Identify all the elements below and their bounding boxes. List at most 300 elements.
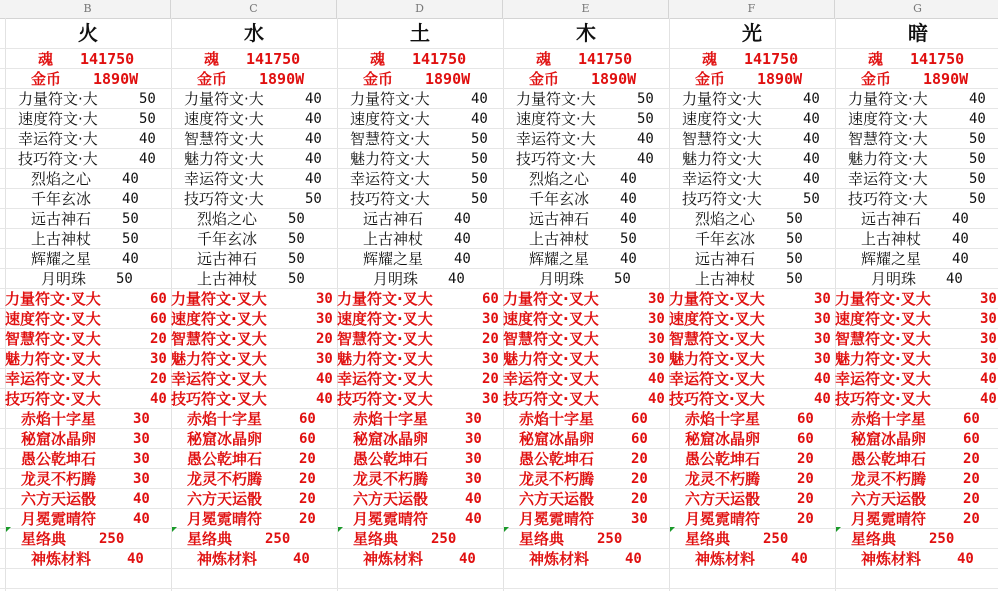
column-header-bar: [0, 0, 998, 19]
rune-item-label: 力量符文·大: [516, 90, 596, 108]
column-header-F[interactable]: F: [669, 0, 835, 18]
book-label: 星络典: [353, 530, 399, 548]
item-label: 月明珠: [41, 270, 87, 288]
element-title: 木: [576, 21, 596, 45]
item-label: 幸运符文·大: [848, 170, 928, 188]
element-column-0: [5, 18, 171, 591]
super-rune-label: 力量符文·叉大: [337, 290, 433, 308]
item-value: 50: [786, 271, 803, 287]
book-label: 星络典: [519, 530, 565, 548]
item-label: 辉耀之星: [529, 250, 590, 268]
book-label: 星络典: [851, 530, 897, 548]
item-value: 40: [305, 171, 322, 187]
rune-item-value: 40: [305, 131, 322, 147]
super-rune-label: 速度符文·叉大: [835, 310, 931, 328]
rare-item-value: 60: [299, 431, 316, 447]
rare-item-label: 六方天运骰: [519, 490, 595, 508]
super-rune-value: 40: [814, 371, 831, 387]
super-rune-label: 智慧符文·叉大: [171, 330, 267, 348]
rune-item-label: 技巧符文·大: [18, 150, 98, 168]
item-label: 幸运符文·大: [350, 170, 430, 188]
item-label: 技巧符文·大: [848, 190, 928, 208]
super-rune-value: 60: [482, 291, 499, 307]
rare-item-value: 20: [963, 451, 980, 467]
element-column-3: [503, 18, 669, 591]
super-rune-value: 30: [814, 331, 831, 347]
material-label: 神炼材料: [197, 550, 258, 568]
material-value: 40: [791, 551, 808, 567]
rare-item-value: 30: [133, 431, 150, 447]
item-label: 远古神石: [529, 210, 590, 228]
item-value: 50: [786, 251, 803, 267]
column-header-D[interactable]: D: [337, 0, 503, 18]
super-rune-label: 幸运符文·叉大: [835, 370, 931, 388]
gold-value: 1890W: [923, 70, 969, 88]
column-header-G[interactable]: G: [835, 0, 998, 18]
rare-item-value: 20: [631, 451, 648, 467]
super-rune-value: 30: [980, 331, 997, 347]
rare-item-label: 月冕霓晴符: [21, 510, 97, 528]
item-value: 50: [969, 171, 986, 187]
rune-item-label: 智慧符文·大: [682, 130, 762, 148]
gold-value: 1890W: [425, 70, 471, 88]
rare-item-value: 20: [797, 471, 814, 487]
cell-comment-marker[interactable]: [338, 527, 343, 532]
rune-item-label: 技巧符文·大: [516, 150, 596, 168]
super-rune-label: 技巧符文·叉大: [337, 390, 433, 408]
super-rune-value: 20: [150, 331, 167, 347]
item-value: 50: [288, 211, 305, 227]
item-label: 烈焰之心: [695, 210, 756, 228]
super-rune-value: 40: [150, 391, 167, 407]
rune-item-value: 40: [305, 151, 322, 167]
rune-item-label: 魅力符文·大: [350, 150, 430, 168]
cell-comment-marker[interactable]: [6, 527, 11, 532]
rare-item-label: 愚公乾坤石: [685, 450, 761, 468]
super-rune-value: 20: [482, 331, 499, 347]
gold-label: 金币: [861, 70, 892, 88]
rare-item-value: 20: [797, 511, 814, 527]
item-value: 50: [288, 271, 305, 287]
soul-value: 141750: [80, 50, 135, 68]
super-rune-value: 30: [814, 351, 831, 367]
rare-item-label: 月冕霓晴符: [685, 510, 761, 528]
super-rune-value: 30: [648, 331, 665, 347]
super-rune-value: 40: [814, 391, 831, 407]
item-value: 50: [116, 271, 133, 287]
item-value: 40: [620, 191, 637, 207]
rare-item-value: 30: [465, 411, 482, 427]
rune-item-label: 智慧符文·大: [848, 130, 928, 148]
element-column-5: [835, 18, 998, 591]
super-rune-value: 40: [648, 391, 665, 407]
rare-item-value: 30: [631, 511, 648, 527]
rare-item-label: 六方天运骰: [851, 490, 927, 508]
super-rune-label: 魅力符文·叉大: [669, 350, 765, 368]
item-label: 技巧符文·大: [682, 190, 762, 208]
super-rune-label: 魅力符文·叉大: [337, 350, 433, 368]
item-value: 50: [288, 251, 305, 267]
rare-item-label: 六方天运骰: [353, 490, 429, 508]
super-rune-label: 技巧符文·叉大: [503, 390, 599, 408]
item-value: 40: [454, 251, 471, 267]
material-label: 神炼材料: [363, 550, 424, 568]
rare-item-value: 40: [133, 491, 150, 507]
gold-label: 金币: [31, 70, 62, 88]
item-label: 千年玄冰: [31, 190, 92, 208]
book-label: 星络典: [685, 530, 731, 548]
soul-value: 141750: [578, 50, 633, 68]
super-rune-value: 20: [482, 371, 499, 387]
super-rune-value: 30: [316, 311, 333, 327]
soul-label: 魂: [204, 50, 220, 68]
column-header-C[interactable]: C: [171, 0, 337, 18]
rare-item-value: 20: [963, 491, 980, 507]
rare-item-value: 60: [963, 411, 980, 427]
rare-item-label: 六方天运骰: [187, 490, 263, 508]
rare-item-label: 秘窟冰晶卵: [187, 430, 263, 448]
rune-item-label: 幸运符文·大: [516, 130, 596, 148]
super-rune-label: 智慧符文·叉大: [669, 330, 765, 348]
super-rune-label: 力量符文·叉大: [171, 290, 267, 308]
item-value: 40: [448, 271, 465, 287]
item-value: 40: [620, 171, 637, 187]
book-value: 250: [597, 531, 623, 547]
cell-comment-marker[interactable]: [172, 527, 177, 532]
super-rune-value: 30: [482, 311, 499, 327]
rare-item-value: 20: [797, 451, 814, 467]
item-value: 40: [803, 171, 820, 187]
super-rune-label: 技巧符文·叉大: [171, 390, 267, 408]
super-rune-value: 40: [980, 371, 997, 387]
super-rune-label: 幸运符文·叉大: [669, 370, 765, 388]
rare-item-value: 20: [299, 471, 316, 487]
rare-item-label: 赤焰十字星: [851, 410, 927, 428]
cell-comment-marker[interactable]: [670, 527, 675, 532]
super-rune-value: 30: [648, 311, 665, 327]
rare-item-value: 30: [465, 431, 482, 447]
super-rune-label: 魅力符文·叉大: [835, 350, 931, 368]
super-rune-value: 30: [980, 311, 997, 327]
column-header-B[interactable]: B: [5, 0, 171, 18]
super-rune-label: 幸运符文·叉大: [337, 370, 433, 388]
rare-item-label: 秘窟冰晶卵: [353, 430, 429, 448]
rune-item-label: 力量符文·大: [350, 90, 430, 108]
item-value: 40: [952, 231, 969, 247]
rare-item-label: 秘窟冰晶卵: [519, 430, 595, 448]
item-label: 技巧符文·大: [350, 190, 430, 208]
rare-item-value: 20: [631, 471, 648, 487]
item-value: 40: [454, 231, 471, 247]
rune-item-value: 40: [637, 131, 654, 147]
item-label: 烈焰之心: [529, 170, 590, 188]
material-value: 40: [293, 551, 310, 567]
item-label: 上古神杖: [31, 230, 92, 248]
item-label: 上古神杖: [695, 270, 756, 288]
book-value: 250: [265, 531, 291, 547]
super-rune-label: 魅力符文·叉大: [5, 350, 101, 368]
super-rune-value: 30: [150, 351, 167, 367]
item-value: 40: [620, 211, 637, 227]
rune-item-value: 50: [139, 91, 156, 107]
item-label: 千年玄冰: [529, 190, 590, 208]
rare-item-value: 30: [133, 471, 150, 487]
rune-item-value: 40: [305, 91, 322, 107]
item-value: 50: [122, 211, 139, 227]
item-label: 远古神石: [861, 210, 922, 228]
item-label: 辉耀之星: [363, 250, 424, 268]
element-title: 暗: [908, 21, 928, 45]
rare-item-value: 30: [465, 471, 482, 487]
rare-item-label: 六方天运骰: [21, 490, 97, 508]
book-value: 250: [763, 531, 789, 547]
item-value: 40: [946, 271, 963, 287]
item-value: 50: [288, 231, 305, 247]
item-label: 幸运符文·大: [184, 170, 264, 188]
gold-label: 金币: [197, 70, 228, 88]
rare-item-label: 秘窟冰晶卵: [685, 430, 761, 448]
item-value: 50: [305, 191, 322, 207]
item-value: 40: [620, 251, 637, 267]
rune-item-label: 幸运符文·大: [18, 130, 98, 148]
item-value: 50: [122, 231, 139, 247]
item-label: 月明珠: [539, 270, 585, 288]
item-label: 远古神石: [197, 250, 258, 268]
super-rune-label: 力量符文·叉大: [669, 290, 765, 308]
column-header-E[interactable]: E: [503, 0, 669, 18]
item-label: 上古神杖: [363, 230, 424, 248]
rare-item-label: 愚公乾坤石: [187, 450, 263, 468]
material-value: 40: [625, 551, 642, 567]
rune-item-label: 力量符文·大: [682, 90, 762, 108]
super-rune-value: 30: [648, 351, 665, 367]
item-value: 50: [803, 191, 820, 207]
super-rune-value: 30: [814, 291, 831, 307]
super-rune-value: 60: [150, 311, 167, 327]
rare-item-label: 愚公乾坤石: [519, 450, 595, 468]
book-value: 250: [99, 531, 125, 547]
rare-item-value: 40: [465, 511, 482, 527]
rune-item-label: 魅力符文·大: [682, 150, 762, 168]
soul-value: 141750: [910, 50, 965, 68]
material-value: 40: [459, 551, 476, 567]
rune-item-value: 40: [637, 151, 654, 167]
rare-item-label: 秘窟冰晶卵: [21, 430, 97, 448]
item-label: 烈焰之心: [31, 170, 92, 188]
rune-item-label: 力量符文·大: [848, 90, 928, 108]
item-label: 月明珠: [373, 270, 419, 288]
item-value: 40: [122, 251, 139, 267]
rune-item-value: 40: [471, 91, 488, 107]
rare-item-label: 赤焰十字星: [21, 410, 97, 428]
book-label: 星络典: [21, 530, 67, 548]
rare-item-value: 60: [631, 411, 648, 427]
item-label: 千年玄冰: [197, 230, 258, 248]
soul-label: 魂: [38, 50, 54, 68]
item-label: 月明珠: [871, 270, 917, 288]
super-rune-value: 40: [648, 371, 665, 387]
rune-item-value: 40: [803, 131, 820, 147]
item-value: 40: [122, 191, 139, 207]
item-value: 40: [122, 171, 139, 187]
rare-item-label: 月冕霓晴符: [353, 510, 429, 528]
rare-item-value: 20: [963, 511, 980, 527]
rare-item-value: 40: [133, 511, 150, 527]
super-rune-label: 速度符文·叉大: [669, 310, 765, 328]
super-rune-value: 30: [482, 351, 499, 367]
item-label: 上古神杖: [197, 270, 258, 288]
soul-label: 魂: [702, 50, 718, 68]
gold-value: 1890W: [93, 70, 139, 88]
rare-item-label: 赤焰十字星: [187, 410, 263, 428]
rune-item-value: 40: [803, 151, 820, 167]
rare-item-label: 愚公乾坤石: [21, 450, 97, 468]
super-rune-label: 速度符文·叉大: [337, 310, 433, 328]
super-rune-label: 技巧符文·叉大: [5, 390, 101, 408]
rare-item-label: 月冕霓晴符: [187, 510, 263, 528]
gold-value: 1890W: [591, 70, 637, 88]
item-value: 50: [614, 271, 631, 287]
super-rune-value: 40: [980, 391, 997, 407]
item-value: 50: [620, 231, 637, 247]
book-value: 250: [929, 531, 955, 547]
book-value: 250: [431, 531, 457, 547]
super-rune-label: 技巧符文·叉大: [835, 390, 931, 408]
rune-item-value: 40: [139, 151, 156, 167]
soul-label: 魂: [868, 50, 884, 68]
rare-item-label: 愚公乾坤石: [353, 450, 429, 468]
rare-item-label: 愚公乾坤石: [851, 450, 927, 468]
super-rune-value: 30: [316, 291, 333, 307]
rare-item-label: 龙灵不朽腾: [21, 470, 97, 488]
cell-comment-marker[interactable]: [504, 527, 509, 532]
rare-item-label: 月冕霓晴符: [519, 510, 595, 528]
item-label: 远古神石: [363, 210, 424, 228]
element-column-4: [669, 18, 835, 591]
item-label: 辉耀之星: [31, 250, 92, 268]
rare-item-label: 龙灵不朽腾: [851, 470, 927, 488]
item-label: 千年玄冰: [695, 230, 756, 248]
rare-item-value: 60: [797, 411, 814, 427]
book-label: 星络典: [187, 530, 233, 548]
gold-label: 金币: [529, 70, 560, 88]
item-value: 50: [786, 231, 803, 247]
rune-item-value: 40: [803, 91, 820, 107]
super-rune-value: 30: [980, 351, 997, 367]
item-label: 上古神杖: [861, 230, 922, 248]
soul-value: 141750: [412, 50, 467, 68]
item-value: 40: [952, 251, 969, 267]
super-rune-value: 30: [814, 311, 831, 327]
rare-item-value: 20: [299, 511, 316, 527]
super-rune-value: 30: [482, 391, 499, 407]
super-rune-value: 60: [150, 291, 167, 307]
rune-item-value: 50: [471, 131, 488, 147]
rare-item-value: 60: [963, 431, 980, 447]
material-label: 神炼材料: [529, 550, 590, 568]
super-rune-label: 力量符文·叉大: [835, 290, 931, 308]
rune-item-value: 50: [637, 91, 654, 107]
item-value: 50: [786, 211, 803, 227]
rune-item-value: 40: [803, 111, 820, 127]
rare-item-value: 20: [963, 471, 980, 487]
rare-item-value: 20: [797, 491, 814, 507]
cell-comment-marker[interactable]: [836, 527, 841, 532]
rune-item-label: 速度符文·大: [350, 110, 430, 128]
soul-value: 141750: [246, 50, 301, 68]
rune-item-label: 力量符文·大: [184, 90, 264, 108]
item-value: 50: [471, 191, 488, 207]
item-label: 辉耀之星: [861, 250, 922, 268]
super-rune-label: 幸运符文·叉大: [503, 370, 599, 388]
rare-item-label: 赤焰十字星: [519, 410, 595, 428]
item-label: 上古神杖: [529, 230, 590, 248]
super-rune-value: 30: [316, 351, 333, 367]
item-value: 50: [969, 191, 986, 207]
rare-item-value: 20: [631, 491, 648, 507]
super-rune-value: 20: [150, 371, 167, 387]
item-label: 远古神石: [695, 250, 756, 268]
item-value: 40: [454, 211, 471, 227]
rune-item-label: 速度符文·大: [516, 110, 596, 128]
super-rune-label: 速度符文·叉大: [503, 310, 599, 328]
gold-label: 金币: [363, 70, 394, 88]
soul-label: 魂: [536, 50, 552, 68]
rare-item-value: 60: [631, 431, 648, 447]
rare-item-value: 30: [465, 451, 482, 467]
rune-item-value: 50: [471, 151, 488, 167]
rune-item-value: 40: [139, 131, 156, 147]
soul-label: 魂: [370, 50, 386, 68]
super-rune-value: 40: [316, 371, 333, 387]
rare-item-label: 龙灵不朽腾: [353, 470, 429, 488]
rare-item-value: 20: [299, 491, 316, 507]
rare-item-value: 60: [797, 431, 814, 447]
super-rune-label: 速度符文·叉大: [171, 310, 267, 328]
super-rune-value: 40: [316, 391, 333, 407]
rune-item-value: 50: [139, 111, 156, 127]
item-label: 烈焰之心: [197, 210, 258, 228]
rare-item-value: 20: [299, 451, 316, 467]
super-rune-label: 速度符文·叉大: [5, 310, 101, 328]
super-rune-label: 力量符文·叉大: [503, 290, 599, 308]
rune-item-value: 40: [471, 111, 488, 127]
rune-item-value: 50: [969, 131, 986, 147]
rune-item-value: 50: [969, 151, 986, 167]
rare-item-label: 月冕霓晴符: [851, 510, 927, 528]
super-rune-label: 魅力符文·叉大: [171, 350, 267, 368]
rune-item-value: 50: [637, 111, 654, 127]
super-rune-value: 30: [980, 291, 997, 307]
material-value: 40: [957, 551, 974, 567]
super-rune-value: 30: [648, 291, 665, 307]
super-rune-label: 魅力符文·叉大: [503, 350, 599, 368]
element-column-1: [171, 18, 337, 591]
gold-value: 1890W: [757, 70, 803, 88]
item-label: 幸运符文·大: [682, 170, 762, 188]
rare-item-label: 龙灵不朽腾: [519, 470, 595, 488]
rare-item-label: 龙灵不朽腾: [187, 470, 263, 488]
gold-value: 1890W: [259, 70, 305, 88]
super-rune-value: 20: [316, 331, 333, 347]
gold-label: 金币: [695, 70, 726, 88]
rune-item-label: 魅力符文·大: [184, 150, 264, 168]
super-rune-label: 力量符文·叉大: [5, 290, 101, 308]
super-rune-label: 技巧符文·叉大: [669, 390, 765, 408]
rare-item-value: 60: [299, 411, 316, 427]
rare-item-label: 六方天运骰: [685, 490, 761, 508]
material-label: 神炼材料: [31, 550, 92, 568]
